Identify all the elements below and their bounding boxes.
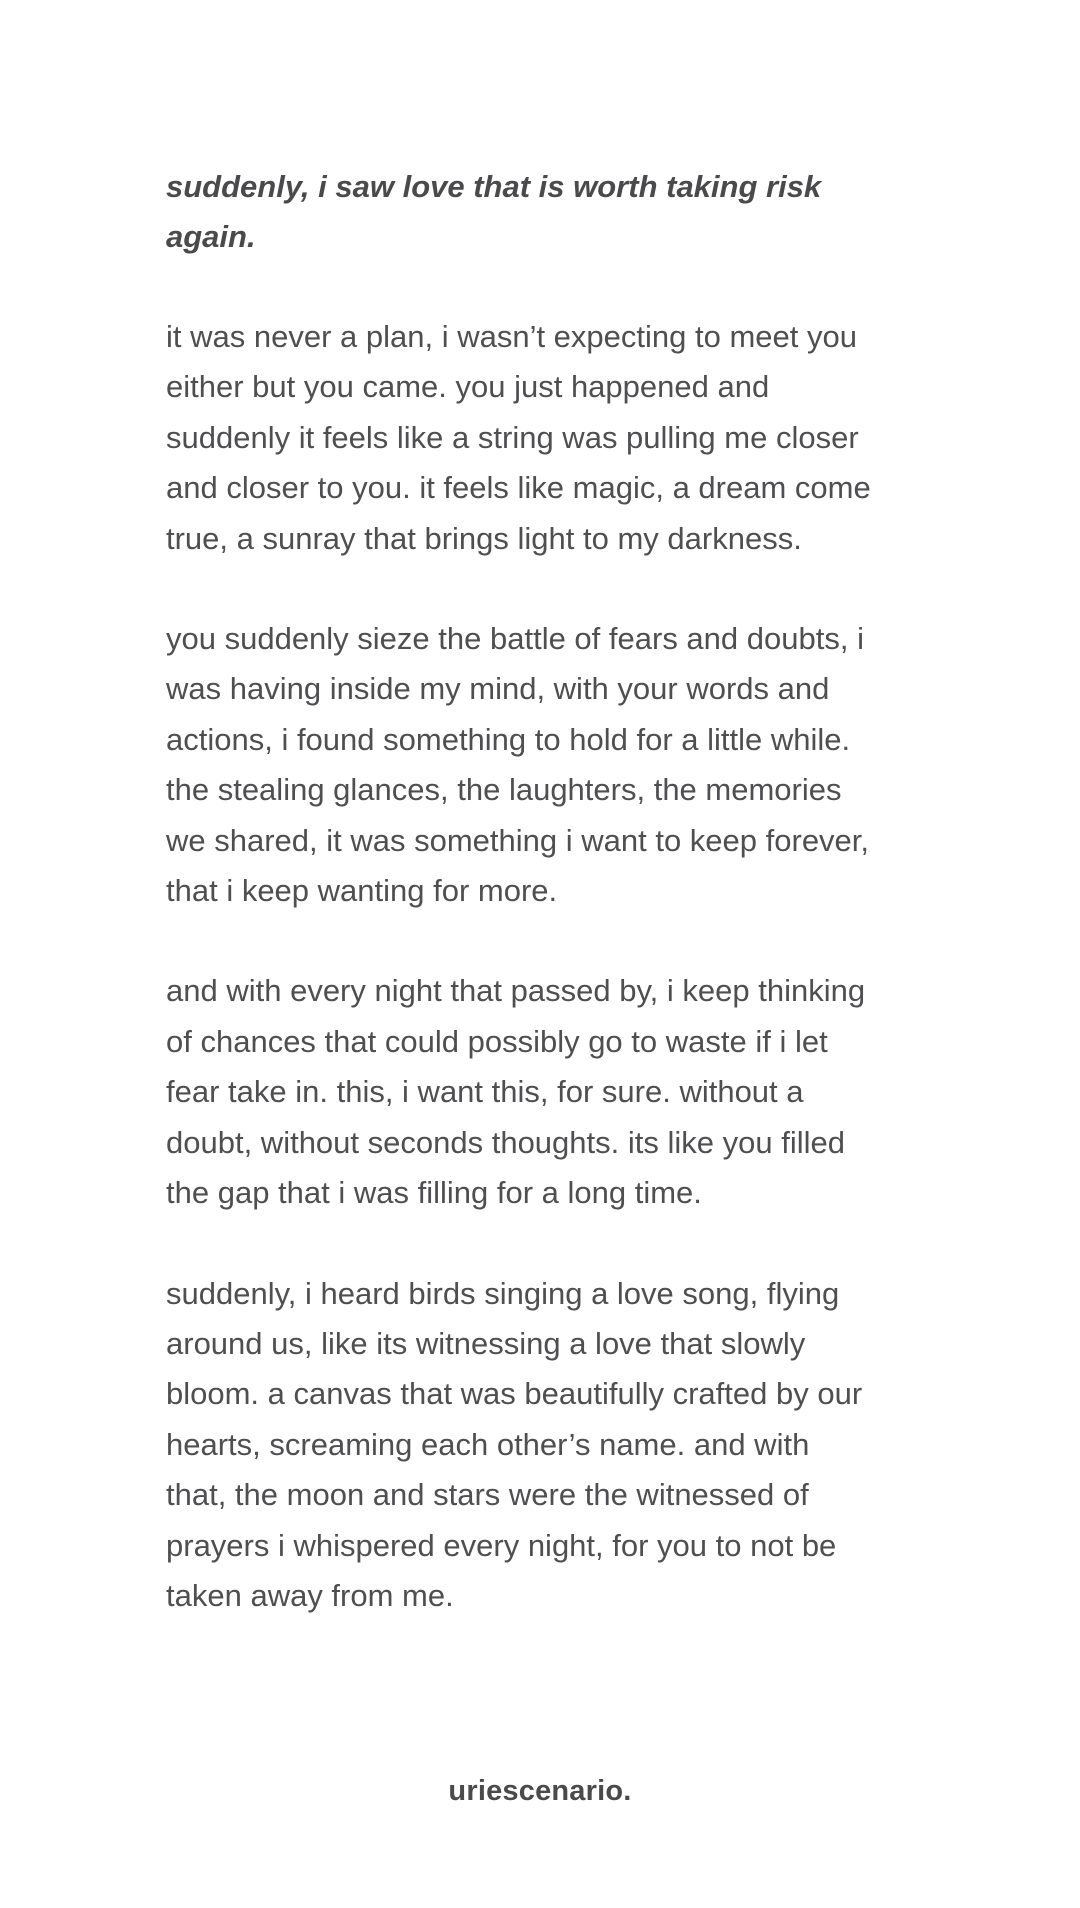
paragraph-line: either but you came. you just happened and [166, 369, 770, 405]
paragraph-1 [166, 312, 926, 564]
paragraph-line: actions, i found something to hold for a little while. [166, 721, 851, 757]
paragraph-3 [166, 966, 926, 1218]
paragraph-line: bloom. a canvas that was beautifully crafted by our [166, 1376, 863, 1412]
paragraph-line: prayers i whispered every night, for you to not be [166, 1527, 837, 1563]
paragraph-line: doubt, without seconds thoughts. its like you filled [166, 1124, 845, 1160]
paragraph-line: around us, like its witnessing a love that slowly [166, 1325, 806, 1361]
paragraph-line: suddenly it feels like a string was pulling me closer [166, 419, 859, 455]
paragraph-line: suddenly, i heard birds singing a love song, flying [166, 1275, 840, 1311]
paragraph-line: that i keep wanting for more. [166, 873, 558, 909]
paragraph-line: you suddenly sieze the battle of fears and doubts, i [166, 621, 864, 657]
paragraph-line: of chances that could possibly go to waste if i let [166, 1023, 828, 1059]
paragraph-line: that, the moon and stars were the witnessed of [166, 1477, 809, 1513]
poem-title: suddenly, i saw love that is worth taking risk again. [166, 169, 822, 254]
paragraph-line: was having inside my mind, with your words and [166, 671, 830, 707]
paragraph-line: taken away from me. [166, 1577, 454, 1613]
paragraph-4 [166, 1269, 926, 1622]
paragraph-line: and with every night that passed by, i keep thinking [166, 973, 866, 1009]
text-body [166, 162, 926, 1671]
paragraph-line: the stealing glances, the laughters, the memories [166, 772, 842, 808]
paragraph-line: we shared, it was something i want to keep forever, [166, 822, 870, 858]
paragraph-2 [166, 614, 926, 916]
paragraph-line: it was never a plan, i wasn’t expecting to meet you [166, 319, 857, 354]
paragraph-line: and closer to you. it feels like magic, a dream come [166, 470, 871, 506]
paragraph-line: fear take in. this, i want this, for sure. without a [166, 1074, 804, 1110]
paragraph-line: the gap that i was filling for a long time. [166, 1175, 702, 1211]
author-signature: uriescenario. [448, 1775, 632, 1807]
paragraph-line: true, a sunray that brings light to my darkness. [166, 520, 802, 556]
paragraph-line: hearts, screaming each other’s name. and with [166, 1426, 810, 1462]
